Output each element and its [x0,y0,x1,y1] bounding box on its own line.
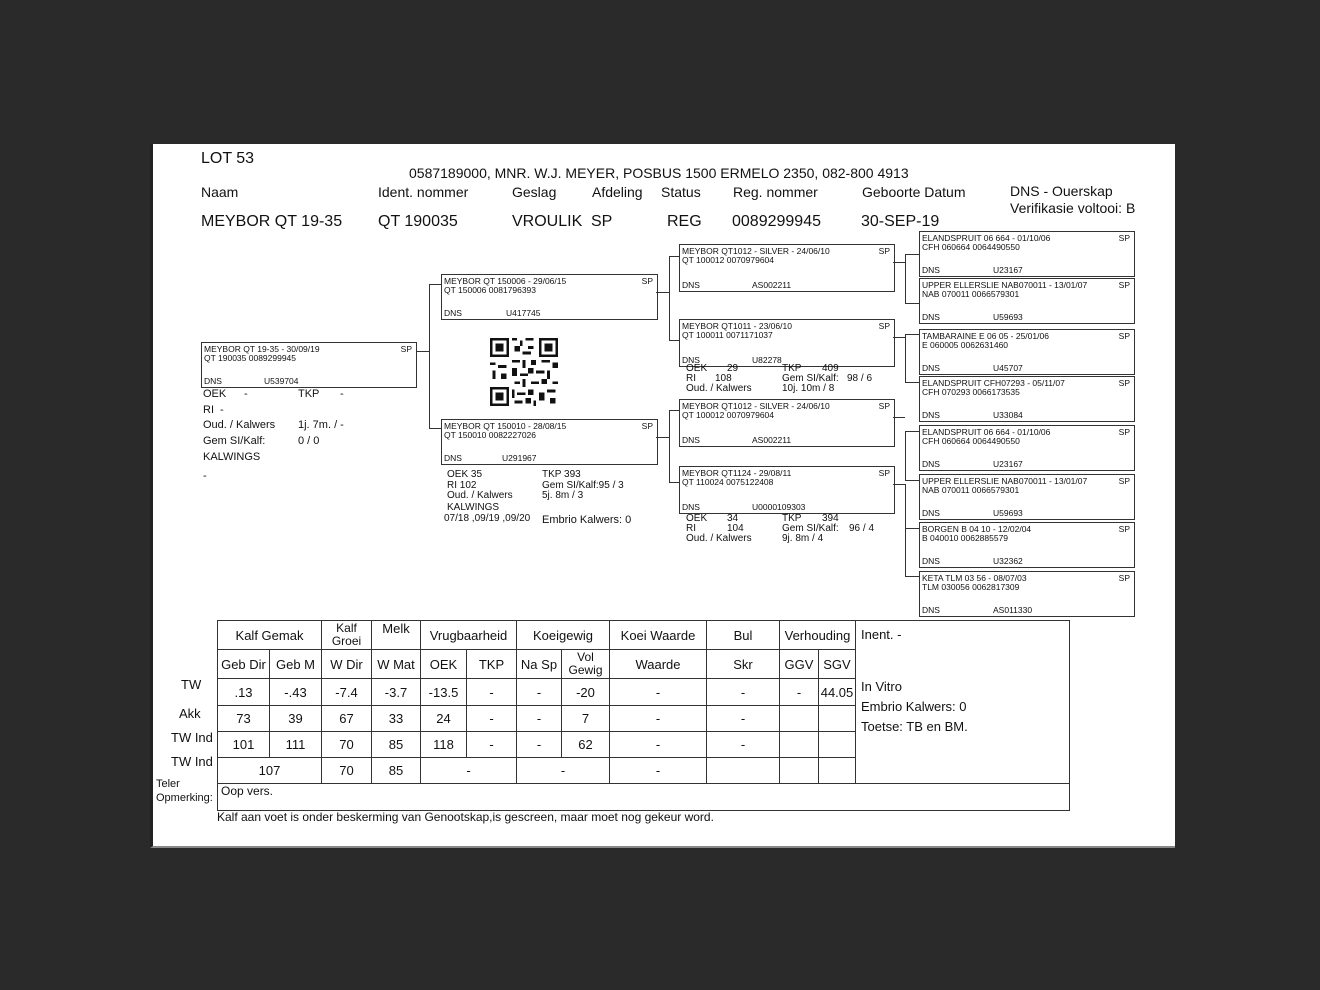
group-koei-waarde: Koei Waarde [610,621,707,650]
ggp-box-2 [919,278,1135,324]
ggp4-dept: SP [1118,378,1130,388]
gp4-tkp-label: TKP [782,513,802,524]
subject-dns: DNS [204,376,222,386]
ggp8-dns: DNS [922,605,940,615]
ggp-box-7 [919,522,1135,568]
ggp5-dept: SP [1118,427,1130,437]
label-afdeling: Afdeling [592,184,643,200]
lot-number: LOT 53 [201,150,255,167]
twind1-ggv [780,732,819,758]
twind2-w-dir: 70 [322,758,372,784]
twind1-w-dir: 70 [322,732,372,758]
gp4-reg: U0000109303 [752,502,806,512]
sire-dns: DNS [444,308,462,318]
ggp3-dns: DNS [922,363,940,373]
sire-box [441,274,658,320]
gp2-oud-value: 10j. 10m / 8 [782,383,835,394]
subject-ids: QT 190035 0089299945 [204,353,297,363]
gp3-dns: DNS [682,435,700,445]
ggp2-dns: DNS [922,312,940,322]
gp4-oud-value: 9j. 8m / 4 [782,533,824,544]
gp2-gem-value: 98 / 6 [847,373,873,384]
label-naam: Naam [201,184,239,200]
label-dns-ouerskap: DNS - Ouerskap [1010,183,1113,199]
twind1-oek: 118 [421,732,467,758]
akk-geb-m: 39 [270,706,322,732]
ggp2-title: UPPER ELLERSLIE NAB070011 - 13/01/07 [922,280,1088,290]
twind1-skr: - [707,732,780,758]
dam-kalwings-label: KALWINGS [447,502,500,513]
subject-oek-value: - [244,388,248,400]
twind1-waarde: - [610,732,707,758]
ggp2-reg: U59693 [993,312,1023,322]
subject-gem-label: Gem SI/Kalf: [203,435,266,447]
status: REG [667,213,702,230]
ident-number: QT 190035 [378,213,458,230]
gp1-dept: SP [878,246,890,256]
subject-ri-label: RI [203,404,214,416]
group-melk: Melk [372,621,421,650]
tw-geb-m: -.43 [270,679,322,706]
ggp6-reg: U59693 [993,508,1023,518]
label-dob: Geboorte Datum [862,184,966,200]
dam-oek: OEK 35 [447,469,483,480]
birth-date: 30-SEP-19 [861,213,940,230]
breeder-info: 0587189000, MNR. W.J. MEYER, POSBUS 1500 ERMELO 2350, 082-800 4913 [409,165,909,181]
teler-opmerking: Oop vers. [218,784,1070,811]
gp4-oek-value: 34 [727,513,739,524]
verification-status: Verifikasie voltooi: B [1010,200,1136,216]
tw-waarde: - [610,679,707,706]
sub-geb-m: Geb M [270,650,322,679]
ggp2-dept: SP [1118,280,1130,290]
tw-geb-dir: .13 [218,679,270,706]
ggp3-title: TAMBARAINE E 06 05 - 25/01/06 [922,331,1049,341]
label-ident: Ident. nommer [378,184,469,200]
notes-panel [856,621,1070,784]
group-bul: Bul [707,621,780,650]
gp2-title: MEYBOR QT1011 - 23/06/10 [682,321,792,331]
sire-dept: SP [641,276,653,286]
gp2-tkp-label: TKP [782,363,802,374]
gp1-reg: AS002211 [752,280,792,290]
twind1-geb-dir: 101 [218,732,270,758]
ggp8-reg: AS011330 [993,605,1033,615]
dam-oud-label: Oud. / Kalwers [447,490,513,501]
sub-sgv: SGV [819,650,856,679]
akk-skr: - [707,706,780,732]
gp4-title: MEYBOR QT1124 - 29/08/11 [682,468,792,478]
gp4-dept: SP [878,468,890,478]
ggp1-dns: DNS [922,265,940,275]
footer-note: Kalf aan voet is onder beskerming van Genootskap,is gescreen, maar moet nog gekeur word. [217,810,714,824]
dam-dept: SP [641,421,653,431]
subject-reg: U539704 [264,376,299,386]
dam-oud-value: 5j. 8m / 3 [542,490,584,501]
sub-w-mat: W Mat [372,650,421,679]
ggp-box-6 [919,474,1135,520]
group-kalf-gemak: Kalf Gemak [218,621,322,650]
ggp8-ids: TLM 030056 0062817309 [922,582,1020,592]
subject-age-label: Oud. / Kalwers [203,419,276,431]
dam-title: MEYBOR QT 150010 - 28/08/15 [444,421,567,431]
gp4-oud-label: Oud. / Kalwers [686,533,752,544]
gp4-ri-value: 104 [727,523,744,534]
subject-box [201,342,417,388]
reg-number: 0089299945 [732,213,821,230]
inent: Inent. - [861,627,902,642]
gp2-oek-label: OEK [686,363,708,374]
twind1-vol-gewig: 62 [562,732,610,758]
tw-w-dir: -7.4 [322,679,372,706]
ggp1-title: ELANDSPRUIT 06 664 - 01/10/06 [922,233,1051,243]
ggp-box-8 [919,571,1135,617]
sub-skr: Skr [707,650,780,679]
tw-w-mat: -3.7 [372,679,421,706]
row-label-tw: TW [181,677,202,692]
gp2-ri-label: RI [686,373,696,384]
gp4-gem-label: Gem SI/Kalf: [782,523,839,534]
subject-ri-value: - [220,404,224,416]
akk-vol-gewig: 7 [562,706,610,732]
gp4-ids: QT 110024 0075122408 [682,477,774,487]
ggp3-reg: U45707 [993,363,1023,373]
tw-na-sp: - [517,679,562,706]
subject-age-value: 1j. 7m. / - [298,419,344,431]
ggp2-ids: NAB 070011 0066579301 [922,289,1020,299]
akk-ggv [780,706,819,732]
subject-gem-value: 0 / 0 [298,435,320,447]
akk-tkp: - [467,706,517,732]
gp1-title: MEYBOR QT1012 - SILVER - 24/06/10 [682,246,830,256]
gp2-gem-label: Gem SI/Kalf: [782,373,839,384]
row-label-akk: Akk [179,706,201,721]
dam-kalwings-dates: 07/18 ,09/19 ,09/20 [444,513,531,524]
gp4-oek-label: OEK [686,513,708,524]
tw-vol-gewig: -20 [562,679,610,706]
subject-title: MEYBOR QT 19-35 - 30/09/19 [204,344,320,354]
tw-tkp: - [467,679,517,706]
twind1-tkp: - [467,732,517,758]
twind2-kalf-gemak: 107 [218,758,322,784]
gp2-ri-value: 108 [715,373,732,384]
gp1-dns: DNS [682,280,700,290]
gp2-reg: U82278 [752,355,782,365]
akk-oek: 24 [421,706,467,732]
gp4-gem-value: 96 / 4 [849,523,875,534]
ggp7-ids: B 040010 0062885579 [922,533,1009,543]
row-label-tw-ind-2: TW Ind [171,754,213,769]
twind1-w-mat: 85 [372,732,421,758]
sub-vol-gewig: Vol Gewig [562,650,610,679]
grandparent-box-2 [679,319,895,367]
label-reg: Reg. nommer [733,184,818,200]
ggp6-ids: NAB 070011 0066579301 [922,485,1020,495]
ggp4-dns: DNS [922,410,940,420]
twind2-koeigewig: - [517,758,610,784]
group-vrugbaarheid: Vrugbaarheid [421,621,517,650]
ggp-box-1 [919,231,1135,277]
subject-dept: SP [400,344,412,354]
sub-ggv: GGV [780,650,819,679]
in-vitro: In Vitro [861,679,902,694]
akk-geb-dir: 73 [218,706,270,732]
akk-waarde: - [610,706,707,732]
gp2-ids: QT 100011 0071171037 [682,330,773,340]
tw-ggv: - [780,679,819,706]
toetse: Toetse: TB en BM. [861,719,968,734]
twind1-sgv [819,732,856,758]
gp3-title: MEYBOR QT1012 - SILVER - 24/06/10 [682,401,830,411]
ggp6-dept: SP [1118,476,1130,486]
gp1-ids: QT 100012 0070979604 [682,255,775,265]
twind2-vrugbaarheid: - [421,758,517,784]
sex: VROULIK [512,213,583,230]
twind1-geb-m: 111 [270,732,322,758]
gp2-oud-label: Oud. / Kalwers [686,383,752,394]
sub-waarde: Waarde [610,650,707,679]
ggp1-ids: CFH 060664 0064490550 [922,242,1020,252]
sub-geb-dir: Geb Dir [218,650,270,679]
ggp4-title: ELANDSPRUIT CFH07293 - 05/11/07 [922,378,1065,388]
sire-title: MEYBOR QT 150006 - 29/06/15 [444,276,567,286]
gp4-tkp-value: 394 [822,513,839,524]
dam-dns: DNS [444,453,462,463]
dam-embrio: Embrio Kalwers: 0 [542,514,632,526]
breeding-values-table [217,620,1070,811]
gp3-ids: QT 100012 0070979604 [682,410,775,420]
ggp-box-3 [919,329,1135,375]
sub-tkp: TKP [467,650,517,679]
subject-tkp-value: - [340,388,344,400]
ggp5-title: ELANDSPRUIT 06 664 - 01/10/06 [922,427,1051,437]
dam-ri: RI 102 [447,480,477,491]
grandparent-box-3 [679,399,895,447]
akk-w-mat: 33 [372,706,421,732]
gp3-dept: SP [878,401,890,411]
ggp6-title: UPPER ELLERSLIE NAB070011 - 13/01/07 [922,476,1088,486]
twind2-waarde: - [610,758,707,784]
label-geslag: Geslag [512,184,557,200]
gp2-tkp-value: 409 [822,363,839,374]
ggp4-reg: U33084 [993,410,1023,420]
ggp3-ids: E 060005 0062631460 [922,340,1009,350]
ggp8-dept: SP [1118,573,1130,583]
gp3-reg: AS002211 [752,435,792,445]
qr-code-icon [489,338,559,406]
subject-oek-label: OEK [203,388,227,400]
twind1-na-sp: - [517,732,562,758]
ggp-box-5 [919,425,1135,471]
grandparent-box-1 [679,244,895,292]
ggp7-dept: SP [1118,524,1130,534]
teler-opmerking-label: Teler Opmerking: [156,778,213,804]
akk-sgv [819,706,856,732]
ggp5-reg: U23167 [993,459,1023,469]
dam-ids: QT 150010 0082227026 [444,430,537,440]
ggp5-dns: DNS [922,459,940,469]
gp4-dns: DNS [682,502,700,512]
dam-gem: Gem SI/Kalf:95 / 3 [542,480,624,491]
gp2-dept: SP [878,321,890,331]
ggp5-ids: CFH 060664 0064490550 [922,436,1020,446]
sire-ids: QT 150006 0081796393 [444,285,537,295]
department: SP [591,213,613,230]
dam-tkp: TKP 393 [542,469,581,480]
gp4-ri-label: RI [686,523,696,534]
subject-kalwings-value: - [203,470,207,482]
subject-tkp-label: TKP [298,388,320,400]
grandparent-box-4 [679,466,895,514]
group-verhouding: Verhouding [780,621,856,650]
ggp1-reg: U23167 [993,265,1023,275]
tw-oek: -13.5 [421,679,467,706]
sire-reg: U417745 [506,308,541,318]
tw-skr: - [707,679,780,706]
ggp7-reg: U32362 [993,556,1023,566]
ggp7-dns: DNS [922,556,940,566]
embrio-kalwers: Embrio Kalwers: 0 [861,699,967,714]
gp2-dns: DNS [682,355,700,365]
ggp4-ids: CFH 070293 0066173535 [922,387,1020,397]
dam-reg: U291967 [502,453,537,463]
group-kalf-groei: Kalf Groei [322,621,372,650]
subject-kalwings-label: KALWINGS [203,451,261,463]
sub-na-sp: Na Sp [517,650,562,679]
gp2-oek-value: 29 [727,363,739,374]
group-koeigewig: Koeigewig [517,621,610,650]
akk-w-dir: 67 [322,706,372,732]
tw-sgv: 44.05 [819,679,856,706]
akk-na-sp: - [517,706,562,732]
ggp6-dns: DNS [922,508,940,518]
twind2-w-mat: 85 [372,758,421,784]
pedigree-certificate [150,144,1175,848]
label-status: Status [661,184,701,200]
ggp7-title: BORGEN B 04 10 - 12/02/04 [922,524,1032,534]
row-label-tw-ind-1: TW Ind [171,730,213,745]
ggp3-dept: SP [1118,331,1130,341]
dam-box [441,419,658,465]
ggp8-title: KETA TLM 03 56 - 08/07/03 [922,573,1027,583]
ggp-box-4 [919,376,1135,422]
animal-name: MEYBOR QT 19-35 [201,213,343,230]
sub-oek: OEK [421,650,467,679]
ggp1-dept: SP [1118,233,1130,243]
sub-w-dir: W Dir [322,650,372,679]
